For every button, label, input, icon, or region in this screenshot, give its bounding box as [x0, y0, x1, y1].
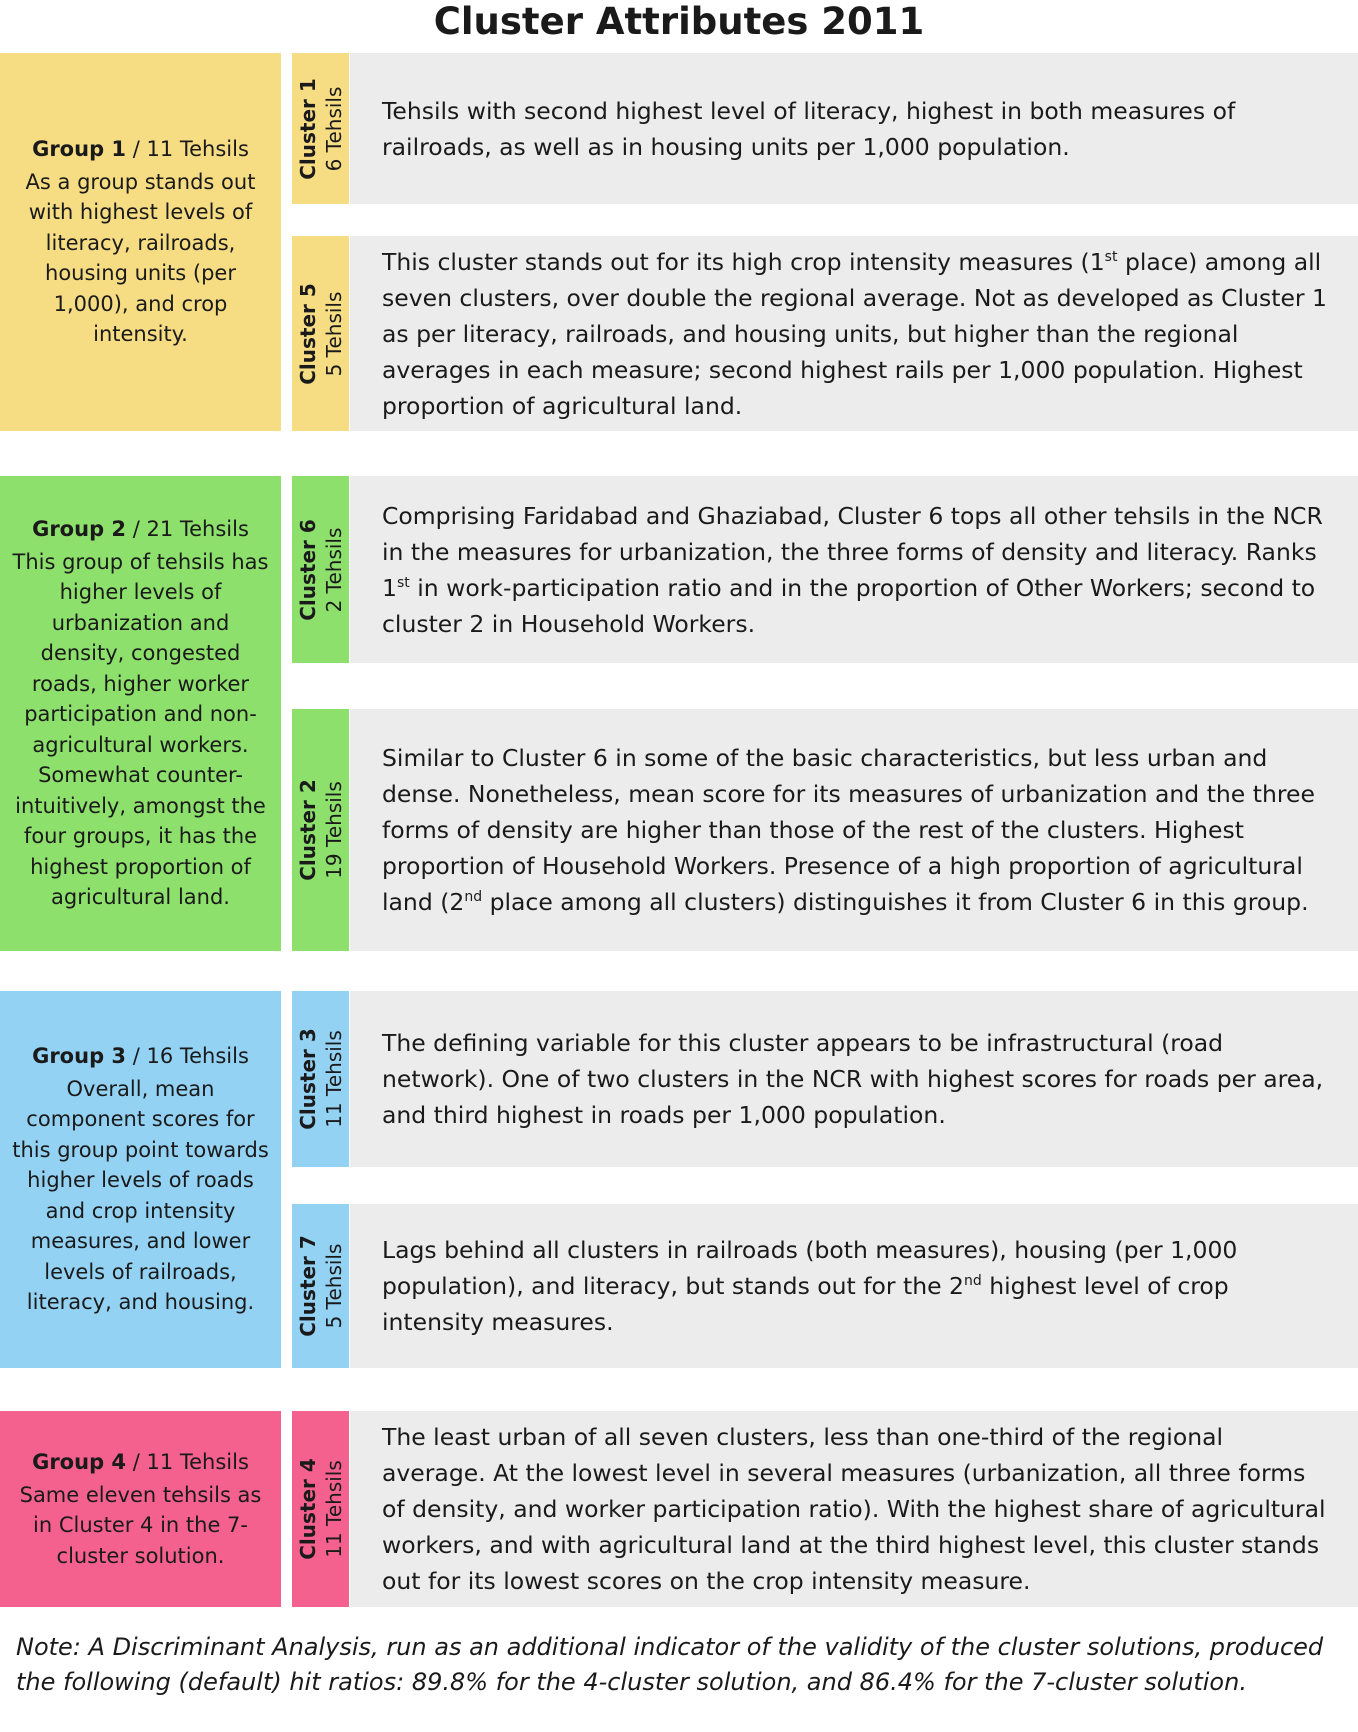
cluster-2-description [350, 709, 1358, 951]
cluster-text: The least urban of all seven clusters, less than one-third of the regional average. At the lowest level in several measures (urbanization, all three forms of density, and worker participation ratio). With the highest share of agricultural workers, and with agricultural land at the third highest level, this cluster stands out for its lowest scores on the crop intensity measure. [382, 1423, 1326, 1595]
cluster-text: This cluster stands out for its high crop intensity measures (1 [382, 247, 1105, 276]
superscript: st [396, 574, 410, 591]
superscript: nd [464, 889, 483, 906]
superscript: st [1104, 248, 1118, 265]
group-2-box [0, 476, 281, 951]
cluster-name: Cluster 4 [295, 1458, 320, 1560]
cluster-count: 2 Tehsils [321, 527, 346, 612]
cluster-1-tab [292, 53, 349, 204]
cluster-count: 11 Tehsils [321, 1460, 346, 1558]
cluster-text: place) among all seven clusters, over double the regional average. Not as developed as Cluster 1 as per literacy, railroads, and housing units, but higher than the regional averages in each measure; second highest rails per 1,000 population. Highest proportion of agricultural land. [382, 247, 1327, 420]
cluster-5-tab [292, 236, 349, 431]
group-count: / 16 Tehsils [126, 1044, 249, 1069]
footnote: Note: A Discriminant Analysis, run as an additional indicator of the validity of the cluster solutions, produced the following (default) hit ratios: 89.8% for the 4-cluster solution, and 86.4% for the 7-cluster solution. [16, 1633, 1324, 1696]
cluster-count: 11 Tehsils [321, 1030, 346, 1128]
superscript: nd [964, 1273, 982, 1290]
cluster-6-tab [292, 476, 349, 663]
cluster-name: Cluster 5 [295, 282, 320, 385]
cluster-4-description [350, 1411, 1358, 1607]
cluster-7-tab [292, 1204, 349, 1368]
cluster-4-tab [292, 1411, 349, 1607]
cluster-text: Comprising Faridabad and Ghaziabad, Cluster 6 tops all other tehsils in the NCR in the measures for urbanization, the three forms of density and literacy. Ranks 1 [382, 501, 1323, 602]
group-count: / 11 Tehsils [126, 1450, 249, 1474]
group-1-box [0, 53, 281, 431]
group-name: Group 2 [32, 517, 127, 542]
cluster-count: 5 Tehsils [321, 291, 346, 376]
cluster-text: Lags behind all clusters in railroads (both measures), housing (per 1,000 population), and literacy, but stands out for the 2 [382, 1236, 1238, 1300]
cluster-text: The defining variable for this cluster appears to be infrastructural (road network). One of two clusters in the NCR with highest scores for roads per area, and third highest in roads per 1,000 population. [382, 1029, 1324, 1129]
cluster-name: Cluster 1 [295, 77, 320, 180]
group-description: Same eleven tehsils as in Cluster 4 in the 7-cluster solution. [19, 1482, 262, 1568]
cluster-count: 19 Tehsils [321, 781, 346, 879]
page-title: Cluster Attributes 2011 [433, 0, 925, 43]
group-name: Group 1 [32, 137, 127, 162]
group-description: This group of tehsils has higher levels of urbanization and density, congested roads, higher worker participation and non-agricultural workers. Somewhat counter-intuitively, amongst the four groups, it has the highest proportion of agricultural land. [12, 549, 269, 910]
group-3-box [0, 991, 281, 1368]
cluster-text: place among all clusters) distinguishes it from Cluster 6 in this group. [482, 888, 1309, 916]
cluster-text: Tehsils with second highest level of literacy, highest in both measures of railroads, as well as in housing units per 1,000 population. [382, 96, 1236, 161]
cluster-3-tab [292, 991, 349, 1167]
cluster-3-description [350, 991, 1358, 1167]
group-count: / 11 Tehsils [126, 137, 249, 162]
group-description: As a group stands out with highest levels of literacy, railroads, housing units (per 1,000), and crop intensity. [25, 169, 256, 347]
cluster-name: Cluster 7 [295, 1235, 320, 1337]
cluster-name: Cluster 3 [295, 1028, 320, 1130]
group-name: Group 3 [32, 1044, 127, 1069]
cluster-5-description [350, 236, 1358, 431]
cluster-name: Cluster 2 [295, 779, 320, 881]
cluster-name: Cluster 6 [295, 518, 320, 621]
group-description: Overall, mean component scores for this group point towards higher levels of roads and crop intensity measures, and lower levels of railroads, literacy, and housing. [12, 1076, 269, 1315]
cluster-count: 5 Tehsils [321, 1243, 346, 1329]
cluster-text: Similar to Cluster 6 in some of the basic characteristics, but less urban and dense. Nonetheless, mean score for its measures of urbanization and the three forms of density are higher than those of the rest of the clusters. Highest proportion of Household Workers. Presence of a high proportion of agricultural land (2 [382, 744, 1315, 916]
cluster-6-description [350, 476, 1358, 663]
group-4-box [0, 1411, 281, 1607]
cluster-7-description [350, 1204, 1358, 1368]
cluster-2-tab [292, 709, 349, 951]
cluster-text: in work-participation ratio and in the proportion of Other Workers; second to cluster 2 in Household Workers. [382, 573, 1316, 638]
cluster-text: highest level of crop intensity measures. [382, 1272, 1229, 1336]
group-name: Group 4 [32, 1450, 127, 1474]
group-count: / 21 Tehsils [126, 517, 249, 542]
cluster-count: 6 Tehsils [321, 86, 346, 171]
cluster-1-description [350, 53, 1358, 204]
